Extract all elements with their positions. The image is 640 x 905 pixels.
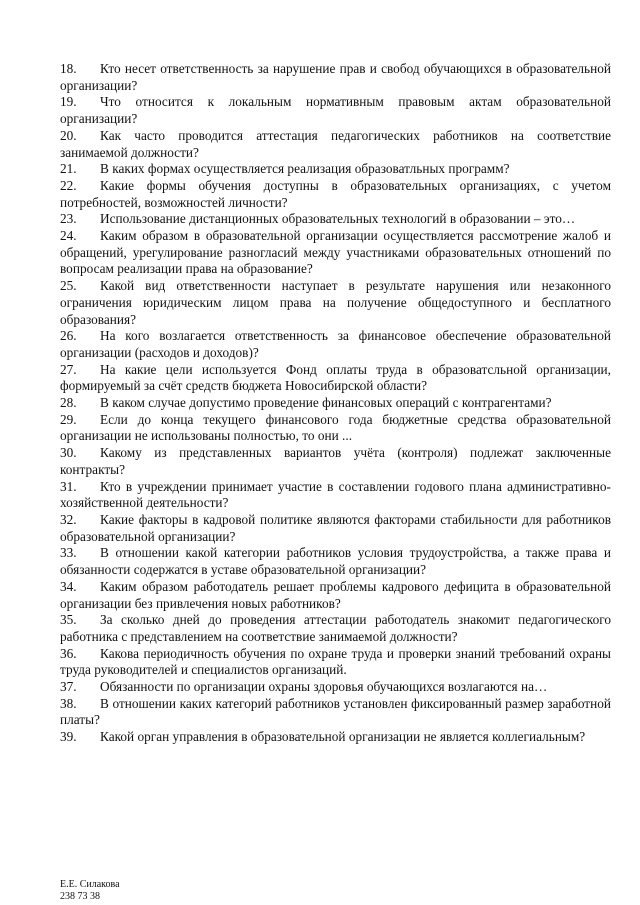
question-text: Какой вид ответственности наступает в результате нарушения или незаконного ограничения юридическим лицом права на получение общедоступного и бесплатного образования? bbox=[60, 278, 611, 327]
question-text: Какова периодичность обучения по охране труда и проверки знаний требований охраны труда руководителей и специалистов организаций. bbox=[60, 645, 611, 678]
question-text: Обязанности по организации охраны здоровья обучающихся возлагаются на… bbox=[100, 679, 548, 695]
question-number: 19. bbox=[60, 94, 77, 110]
question-number: 29. bbox=[60, 411, 77, 427]
question-text: Какому из представленных вариантов учёта (контроля) подлежат заключенные контракты? bbox=[60, 445, 611, 477]
question-item bbox=[60, 94, 611, 127]
question-text: Использование дистанционных образовательных технологий в образовании – это… bbox=[100, 211, 576, 227]
question-text: Кто в учреждении принимает участие в составлении годового плана административно-хозяйственной деятельности? bbox=[60, 478, 611, 511]
question-item bbox=[60, 395, 611, 412]
question-item bbox=[60, 328, 611, 361]
question-number: 20. bbox=[60, 127, 77, 143]
question-text: Какие факторы в кадровой политике являются факторами стабильности для работников образовательной организации? bbox=[60, 511, 611, 544]
question-item bbox=[60, 445, 611, 478]
question-item bbox=[60, 362, 611, 395]
question-number: 38. bbox=[60, 695, 77, 711]
question-number: 24. bbox=[60, 228, 77, 244]
footer bbox=[60, 879, 120, 902]
question-text: В каком случае допустимо проведение финансовых операций с контрагентами? bbox=[100, 395, 552, 411]
question-item bbox=[60, 278, 611, 328]
question-item bbox=[60, 729, 611, 746]
question-number: 37. bbox=[60, 679, 77, 695]
footer-author: Е.Е. Силакова bbox=[60, 879, 120, 890]
question-number: 32. bbox=[60, 511, 77, 527]
question-number: 39. bbox=[60, 729, 77, 745]
question-number: 34. bbox=[60, 578, 77, 594]
question-text: Кто несет ответственность за нарушение прав и свобод обучающихся в образовательной организации? bbox=[60, 61, 611, 93]
question-text: В каких формах осуществляется реализация образоватльных программ? bbox=[100, 161, 510, 177]
question-number: 25. bbox=[60, 278, 77, 294]
question-number: 33. bbox=[60, 545, 77, 561]
question-number: 36. bbox=[60, 645, 77, 661]
question-text: За сколько дней до проведения аттестации работодатель знакомит педагогического работника с представлением на соответствие занимаемой должности? bbox=[60, 612, 611, 644]
question-number: 31. bbox=[60, 478, 77, 494]
question-text: Если до конца текущего финансового года бюджетные средства образовательной организации не использованы полностью, то они ... bbox=[60, 411, 611, 444]
question-item bbox=[60, 612, 611, 645]
question-number: 21. bbox=[60, 161, 77, 177]
question-item bbox=[60, 679, 611, 696]
question-item bbox=[60, 211, 611, 228]
question-item bbox=[60, 696, 611, 729]
question-item bbox=[60, 579, 611, 612]
question-item bbox=[60, 479, 611, 512]
question-text: На кого возлагается ответственность за финансовое обеспечение образовательной организации (расходов и доходов)? bbox=[60, 328, 611, 360]
question-text: Как часто проводится аттестация педагогических работников на соответствие занимаемой должности? bbox=[60, 127, 611, 160]
question-item bbox=[60, 161, 611, 178]
question-text: Какой орган управления в образовательной организации не является коллегиальным? bbox=[100, 729, 586, 745]
question-number: 30. bbox=[60, 445, 77, 461]
question-number: 23. bbox=[60, 211, 77, 227]
question-item bbox=[60, 178, 611, 211]
question-text: В отношении какой категории работников условия трудоустройства, а также права и обязанности содержатся в уставе образовательной организации? bbox=[60, 545, 611, 578]
question-number: 26. bbox=[60, 328, 77, 344]
question-number: 28. bbox=[60, 395, 77, 411]
question-text: Что относится к локальным нормативным правовым актам образовательной организации? bbox=[60, 94, 611, 127]
footer-phone: 238 73 38 bbox=[60, 890, 100, 902]
question-text: В отношении каких категорий работников установлен фиксированный размер заработной платы? bbox=[60, 695, 611, 728]
question-text: Каким образом в образовательной организации осуществляется рассмотрение жалоб и обращений, урегулирование разногласий между участниками образовательных отношений по вопросам реализации права на образование? bbox=[60, 228, 611, 277]
question-text: Каким образом работодатель решает проблемы кадрового дефицита в образовательной организации без привлечения новых работников? bbox=[60, 578, 611, 611]
question-number: 35. bbox=[60, 612, 77, 628]
question-number: 18. bbox=[60, 61, 77, 76]
question-item bbox=[60, 412, 611, 445]
question-text: Какие формы обучения доступны в образовательных организациях, с учетом потребностей, возможностей личности? bbox=[60, 177, 611, 210]
question-item bbox=[60, 228, 611, 278]
question-item bbox=[60, 646, 611, 679]
question-item bbox=[60, 545, 611, 578]
question-number: 27. bbox=[60, 361, 77, 377]
question-list bbox=[60, 61, 611, 746]
question-text: На какие цели используется Фонд оплаты труда в образоватсльной организации, формируемый за счёт средств бюджета Новосибирской области? bbox=[60, 361, 611, 394]
question-number: 22. bbox=[60, 177, 77, 193]
question-item bbox=[60, 512, 611, 545]
question-item bbox=[60, 128, 611, 161]
question-item bbox=[60, 61, 611, 94]
